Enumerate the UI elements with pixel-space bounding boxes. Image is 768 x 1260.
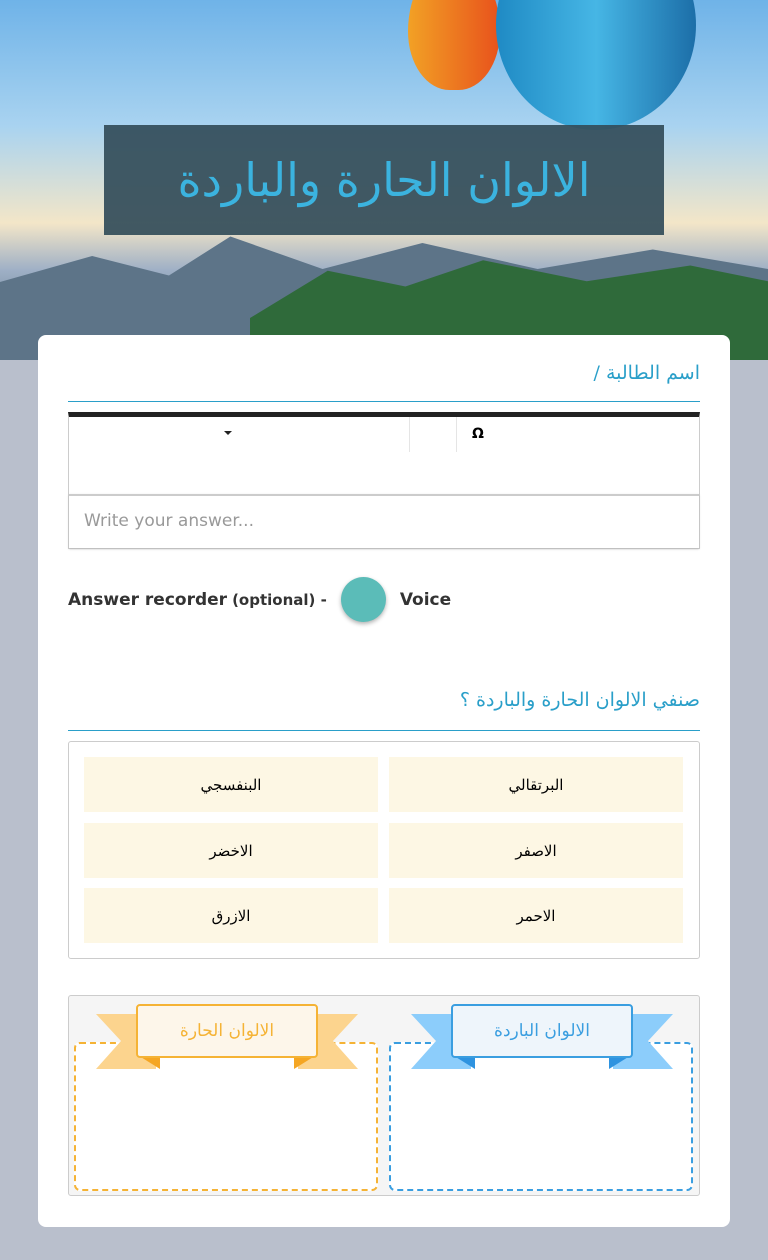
special-character-button[interactable]: Ω bbox=[472, 426, 484, 442]
answer-input[interactable]: Write your answer... bbox=[69, 494, 699, 548]
recorder-mode: Voice bbox=[399, 589, 452, 610]
drag-item[interactable]: الاحمر bbox=[389, 888, 683, 943]
recorder-optional: (optional) - bbox=[232, 590, 327, 609]
balloon-image bbox=[496, 0, 696, 130]
drag-item[interactable]: الاخضر bbox=[84, 823, 378, 878]
drag-item[interactable]: البنفسجي bbox=[84, 757, 378, 812]
question-1-label: اسم الطالبة / bbox=[593, 362, 700, 384]
divider bbox=[456, 417, 457, 452]
rich-text-editor bbox=[68, 412, 700, 549]
draggable-items-box bbox=[68, 741, 700, 959]
record-voice-button[interactable] bbox=[341, 577, 386, 622]
recorder-label: Answer recorder bbox=[68, 589, 228, 610]
divider bbox=[68, 730, 700, 731]
category-cool-label: الالوان الباردة bbox=[451, 1004, 633, 1058]
font-dropdown-caret-icon[interactable] bbox=[224, 431, 232, 435]
category-warm-label: الالوان الحارة bbox=[136, 1004, 318, 1058]
divider bbox=[68, 401, 700, 402]
page-title-box bbox=[104, 125, 664, 235]
drag-item[interactable]: الاصفر bbox=[389, 823, 683, 878]
answer-recorder bbox=[68, 577, 451, 622]
header-banner bbox=[0, 0, 768, 360]
divider bbox=[409, 417, 410, 452]
question-2-label: صنفي الالوان الحارة والباردة ؟ bbox=[459, 689, 700, 711]
page-title: الالوان الحارة والباردة bbox=[177, 153, 591, 207]
worksheet-card bbox=[38, 335, 730, 1227]
balloon-image bbox=[408, 0, 500, 90]
drag-item[interactable]: البرتقالي bbox=[389, 757, 683, 812]
editor-toolbar bbox=[69, 417, 699, 452]
drag-item[interactable]: الازرق bbox=[84, 888, 378, 943]
drop-zones bbox=[68, 995, 700, 1196]
